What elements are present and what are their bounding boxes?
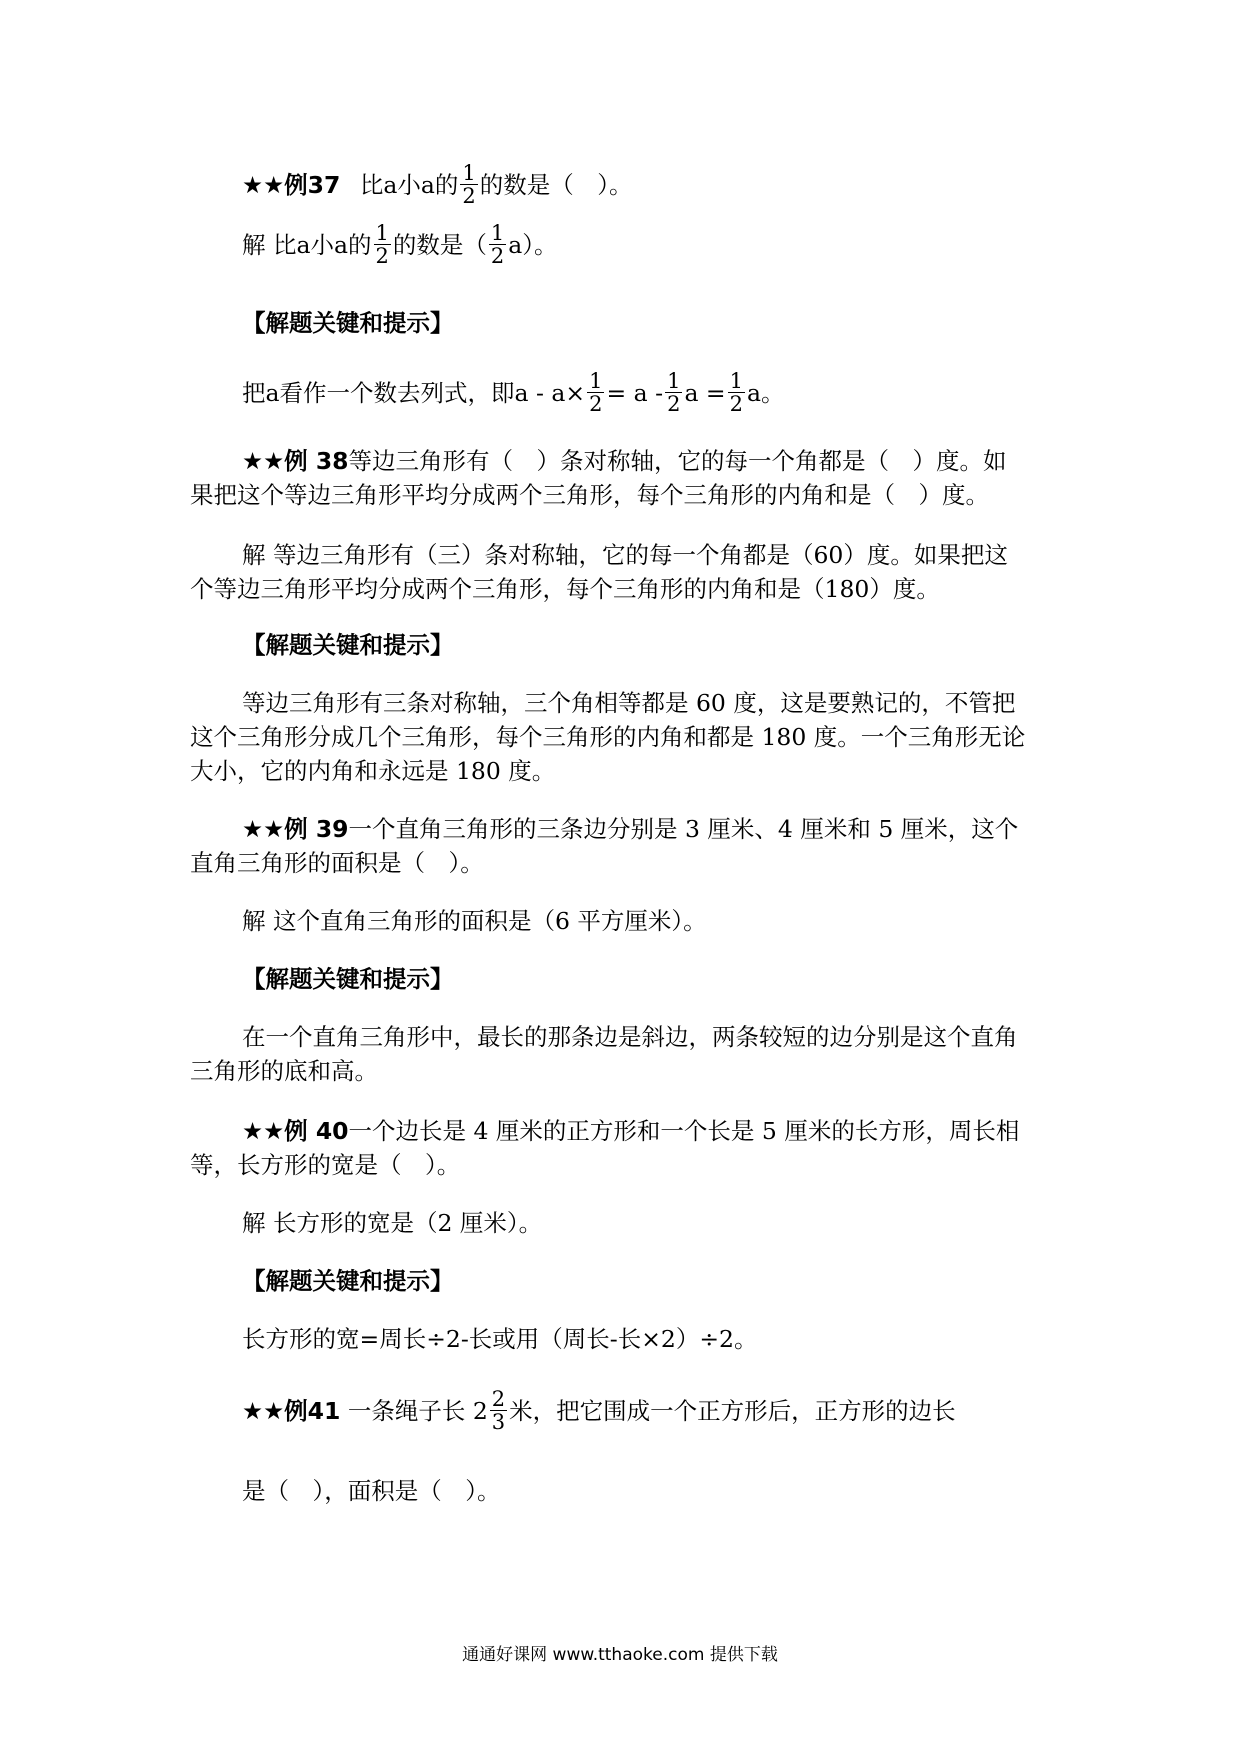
ex40-label: ★★例 40	[242, 1117, 349, 1145]
ex40-question-line2: 等，长方形的宽是（ ）。	[190, 1151, 461, 1179]
ex41-question-line2: 是（ ），面积是（ ）。	[242, 1477, 501, 1505]
ex39-answer: 解 这个直角三角形的面积是（6 平方厘米）。	[242, 907, 707, 935]
fraction: $\frac{2}{3}$	[491, 1387, 506, 1434]
ex39-hint-line2: 三角形的底和高。	[190, 1057, 378, 1085]
ex39-question-line1: ★★例 39一个直角三角形的三条边分别是 3 厘米、4 厘米和 5 厘米，这个	[242, 815, 1019, 843]
ex39-hint-line1: 在一个直角三角形中，最长的那条边是斜边，两条较短的边分别是这个直角	[242, 1023, 1018, 1051]
fraction: $\frac{1}{2}$	[375, 221, 389, 268]
ex38-key-heading: 【解题关键和提示】	[242, 631, 454, 659]
fraction: $\frac{1}{2}$	[589, 369, 603, 416]
ex40-question-line1: ★★例 40一个边长是 4 厘米的正方形和一个长是 5 厘米的长方形，周长相	[242, 1117, 1020, 1145]
ex40-key-heading: 【解题关键和提示】	[242, 1267, 454, 1295]
ex38-answer-line2: 个等边三角形平均分成两个三角形，每个三角形的内角和是（180）度。	[190, 575, 940, 603]
ex41-label: ★★例41	[242, 1397, 341, 1425]
ex41-question-line1: ★★例41 一条绳子长 2 $\frac{2}{3}$ 米，把它围成一个正方形后，正方形的边长	[242, 1387, 956, 1434]
ex38-question-line1: ★★例 38等边三角形有（ ）条对称轴，它的每一个角都是（ ）度。如	[242, 447, 1007, 475]
ex39-question-line2: 直角三角形的面积是（ ）。	[190, 849, 484, 877]
ex40-answer: 解 长方形的宽是（2 厘米）。	[242, 1209, 543, 1237]
ex39-label: ★★例 39	[242, 815, 349, 843]
mixed-number-integer: 2	[472, 1397, 488, 1425]
fraction: $\frac{1}{2}$	[462, 161, 476, 208]
ex40-hint: 长方形的宽=周长÷2-长或用（周长-长×2）÷2。	[242, 1325, 758, 1353]
fraction: $\frac{1}{2}$	[729, 369, 743, 416]
fraction: $\frac{1}{2}$	[667, 369, 681, 416]
ex38-question-line2: 果把这个等边三角形平均分成两个三角形，每个三角形的内角和是（ ）度。	[190, 481, 989, 509]
ex39-key-heading: 【解题关键和提示】	[242, 965, 454, 993]
ex37-answer: 解 比a小a的 $\frac{1}{2}$ 的数是（ $\frac{1}{2}$ a）。	[242, 221, 558, 268]
page-footer: 通通好课网 www.tthaoke.com 提供下载	[462, 1645, 778, 1665]
ex38-hint-line1: 等边三角形有三条对称轴，三个角相等都是 60 度，这是要熟记的，不管把	[242, 689, 1016, 717]
ex37-key-heading: 【解题关键和提示】	[242, 309, 454, 337]
ex38-label: ★★例 38	[242, 447, 349, 475]
ex38-hint-line3: 大小，它的内角和永远是 180 度。	[190, 757, 556, 785]
ex37-question: ★★例37 比a小a的 $\frac{1}{2}$ 的数是（ ）。	[242, 161, 633, 208]
ex37-label: ★★例37	[242, 171, 341, 199]
fraction: $\frac{1}{2}$	[490, 221, 505, 268]
ex37-hint: 把a看作一个数去列式，即a - a× $\frac{1}{2}$ = a - $\frac{1}{2}$ a = $\frac{1}{2}$ a。	[242, 369, 785, 416]
ex38-answer-line1: 解 等边三角形有（三）条对称轴，它的每一个角都是（60）度。如果把这	[242, 541, 1008, 569]
ex38-hint-line2: 这个三角形分成几个三角形，每个三角形的内角和都是 180 度。一个三角形无论	[190, 723, 1026, 751]
